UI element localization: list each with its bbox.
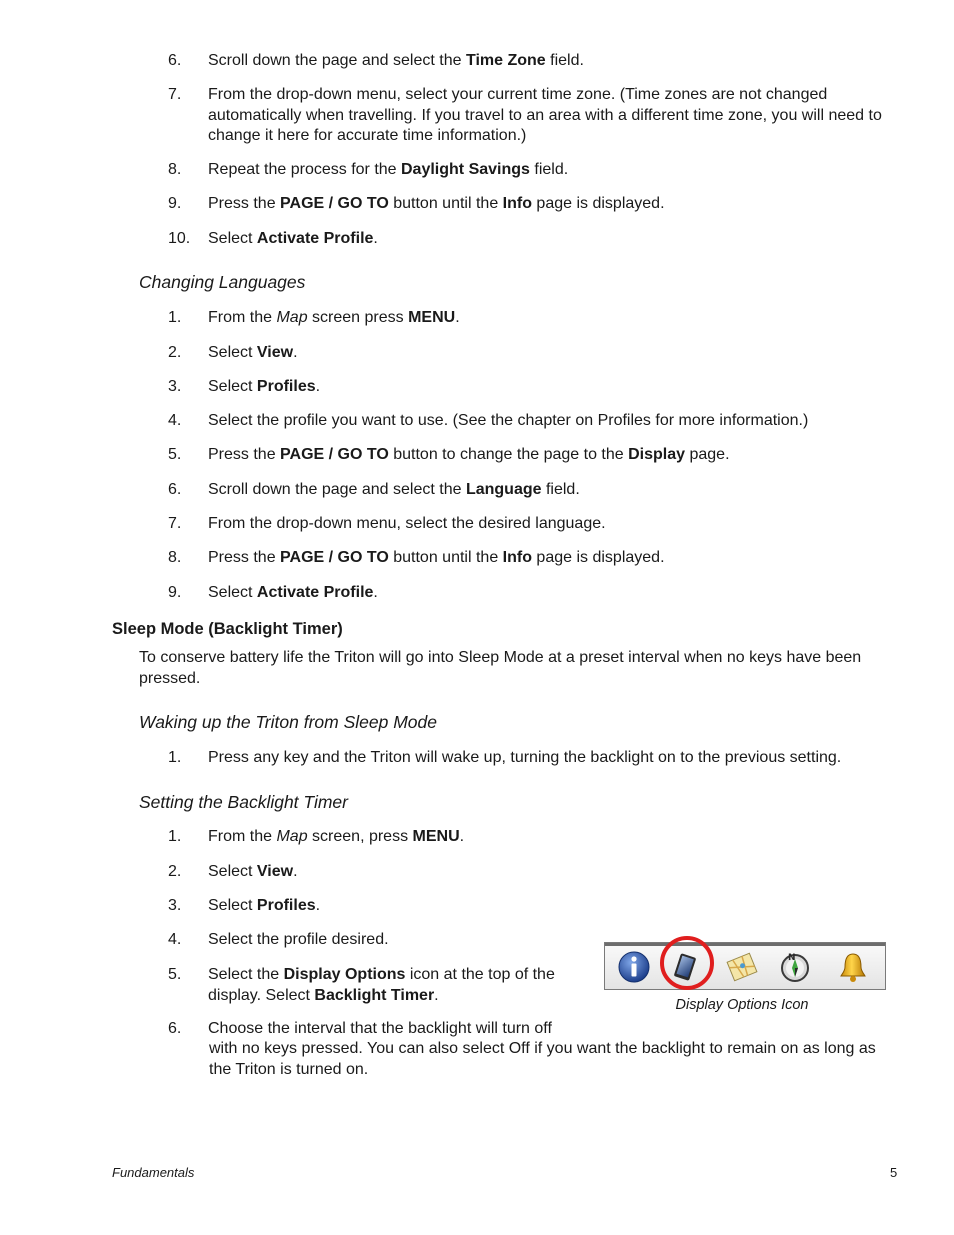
step-number: 6. — [168, 1020, 182, 1037]
step-number: 4. — [168, 412, 182, 429]
section-heading-sleep-mode: Sleep Mode (Backlight Timer) — [112, 620, 343, 638]
step-text: Select View. — [208, 863, 298, 880]
figure-caption: Display Options Icon — [675, 997, 809, 1013]
step-number: 3. — [168, 897, 182, 914]
step-number: 1. — [168, 749, 182, 766]
step-number: 1. — [168, 828, 182, 845]
step-text-line2: with no keys pressed. You can also select Off if you want the backlight to remain on as long as the Triton is turned on. — [209, 1040, 876, 1078]
step-text-line1: Choose the interval that the backlight will turn off — [208, 1020, 552, 1037]
step-number: 6. — [168, 52, 182, 69]
section-subheading-backlight-timer: Setting the Backlight Timer — [139, 792, 348, 812]
step-text: Select the profile you want to use. (See the chapter on Profiles for more information.) — [208, 412, 809, 429]
step-text: From the Map screen, press MENU. — [208, 828, 465, 845]
step-number: 6. — [168, 481, 182, 498]
compass-icon — [777, 949, 813, 985]
step-text: Press the PAGE / GO TO button to change the page to the Display page. — [208, 446, 730, 463]
step-text: Scroll down the page and select the Language field. — [208, 481, 580, 498]
step-number: 9. — [168, 584, 182, 601]
alarm-bell-icon — [835, 949, 871, 985]
step-number: 8. — [168, 549, 182, 566]
footer-section-name: Fundamentals — [112, 1165, 195, 1180]
step-number: 9. — [168, 195, 182, 212]
step-text: Select the Display Options icon at the top of the display. Select Backlight Timer. — [208, 966, 555, 1004]
step-text: Press the PAGE / GO TO button until the Info page is displayed. — [208, 195, 665, 212]
step-text: Select the profile desired. — [208, 931, 389, 948]
step-number: 10. — [168, 230, 191, 247]
step-number: 7. — [168, 86, 182, 103]
step-text: Select View. — [208, 344, 298, 361]
page-number: 5 — [890, 1165, 898, 1180]
step-text: Repeat the process for the Daylight Savings field. — [208, 161, 569, 178]
section-subheading-changing-languages: Changing Languages — [139, 272, 306, 292]
step-text: Scroll down the page and select the Time Zone field. — [208, 52, 584, 69]
step-text: From the drop-down menu, select the desired language. — [208, 515, 606, 532]
step-text: Select Profiles. — [208, 897, 321, 914]
step-number: 5. — [168, 446, 182, 463]
step-text: Select Activate Profile. — [208, 230, 378, 247]
step-number: 5. — [168, 966, 182, 983]
svg-text:N: N — [788, 953, 796, 963]
highlight-circle — [657, 933, 717, 993]
step-number: 8. — [168, 161, 182, 178]
step-number: 7. — [168, 515, 182, 532]
toolbar-border — [605, 943, 885, 946]
info-icon — [616, 949, 652, 985]
step-text: Press the PAGE / GO TO button until the Info page is displayed. — [208, 549, 665, 566]
sleep-mode-intro: To conserve battery life the Triton will go into Sleep Mode at a preset interval when no keys have been pressed. — [139, 649, 862, 687]
step-text: Press any key and the Triton will wake up, turning the backlight on to the previous setting. — [208, 749, 842, 766]
map-icon — [724, 949, 760, 985]
section-subheading-waking-up: Waking up the Triton from Sleep Mode — [139, 712, 437, 732]
step-number: 2. — [168, 344, 182, 361]
step-text: From the drop-down menu, select your current time zone. (Time zones are not changed automatically when travelling. If you travel to an area with a different time zone, you will need to change it here for accurate time information.) — [208, 86, 882, 144]
step-number: 4. — [168, 931, 182, 948]
step-number: 3. — [168, 378, 182, 395]
step-number: 2. — [168, 863, 182, 880]
display-options-toolbar-figure — [604, 942, 886, 990]
step-number: 1. — [168, 309, 182, 326]
step-text: Select Profiles. — [208, 378, 321, 395]
step-text: From the Map screen press MENU. — [208, 309, 460, 326]
step-text: Select Activate Profile. — [208, 584, 378, 601]
